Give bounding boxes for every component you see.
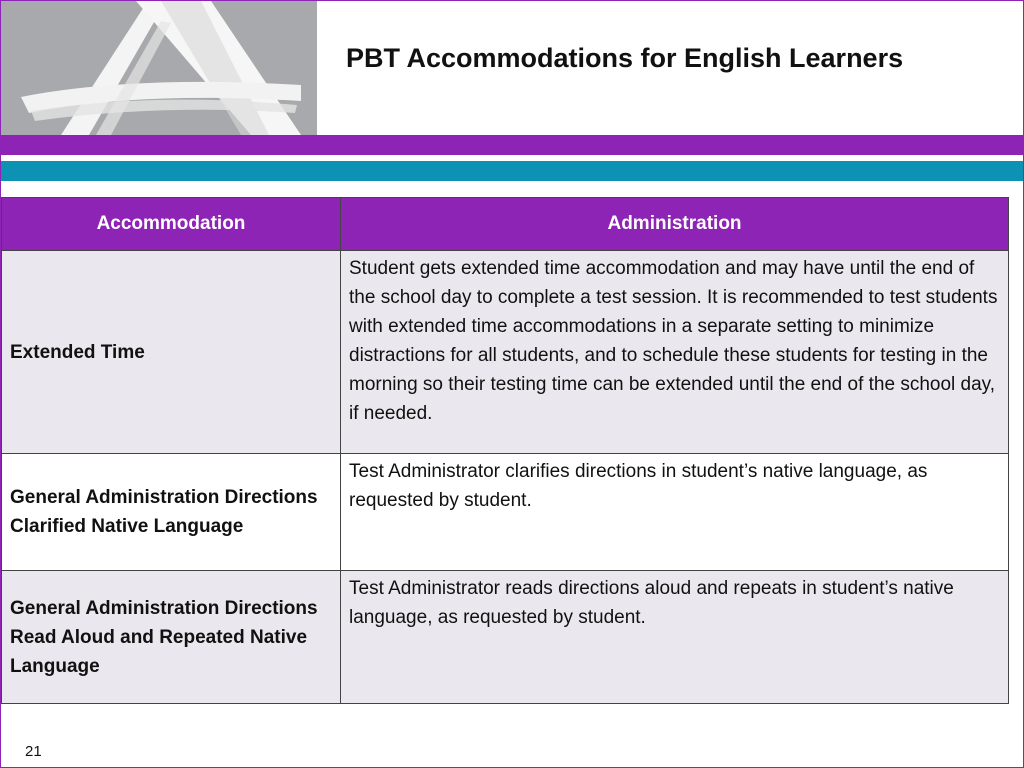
administration-cell: Test Administrator reads directions aloud and repeats in student’s native language, as requested by student. (341, 571, 1009, 704)
table-row (2, 251, 1009, 454)
table-row (2, 571, 1009, 704)
accommodation-cell: General Administration Directions Read Aloud and Repeated Native Language (2, 571, 341, 704)
administration-cell: Student gets extended time accommodation and may have until the end of the school day to complete a test session. It is recommended to test students with extended time accommodations in a separate setting to minimize distractions for all students, and to schedule these students for testing in the morning so their testing time can be extended until the end of the school day, if needed. (341, 251, 1009, 454)
accommodations-table (1, 197, 1009, 704)
table-header-row (2, 198, 1009, 251)
slide-title: PBT Accommodations for English Learners (346, 43, 904, 73)
header-administration: Administration (341, 198, 1009, 251)
administration-cell: Test Administrator clarifies directions in student’s native language, as requested by student. (341, 454, 1009, 571)
logo-a-icon (1, 1, 317, 135)
table-row (2, 454, 1009, 571)
header-band-purple (1, 135, 1023, 155)
header-accommodation: Accommodation (2, 198, 341, 251)
page-number: 21 (25, 743, 42, 760)
logo-a-graphic (1, 1, 317, 135)
accommodation-cell: Extended Time (2, 251, 341, 454)
accommodation-cell: General Administration Directions Clarified Native Language (2, 454, 341, 571)
header-band-teal (1, 161, 1023, 181)
